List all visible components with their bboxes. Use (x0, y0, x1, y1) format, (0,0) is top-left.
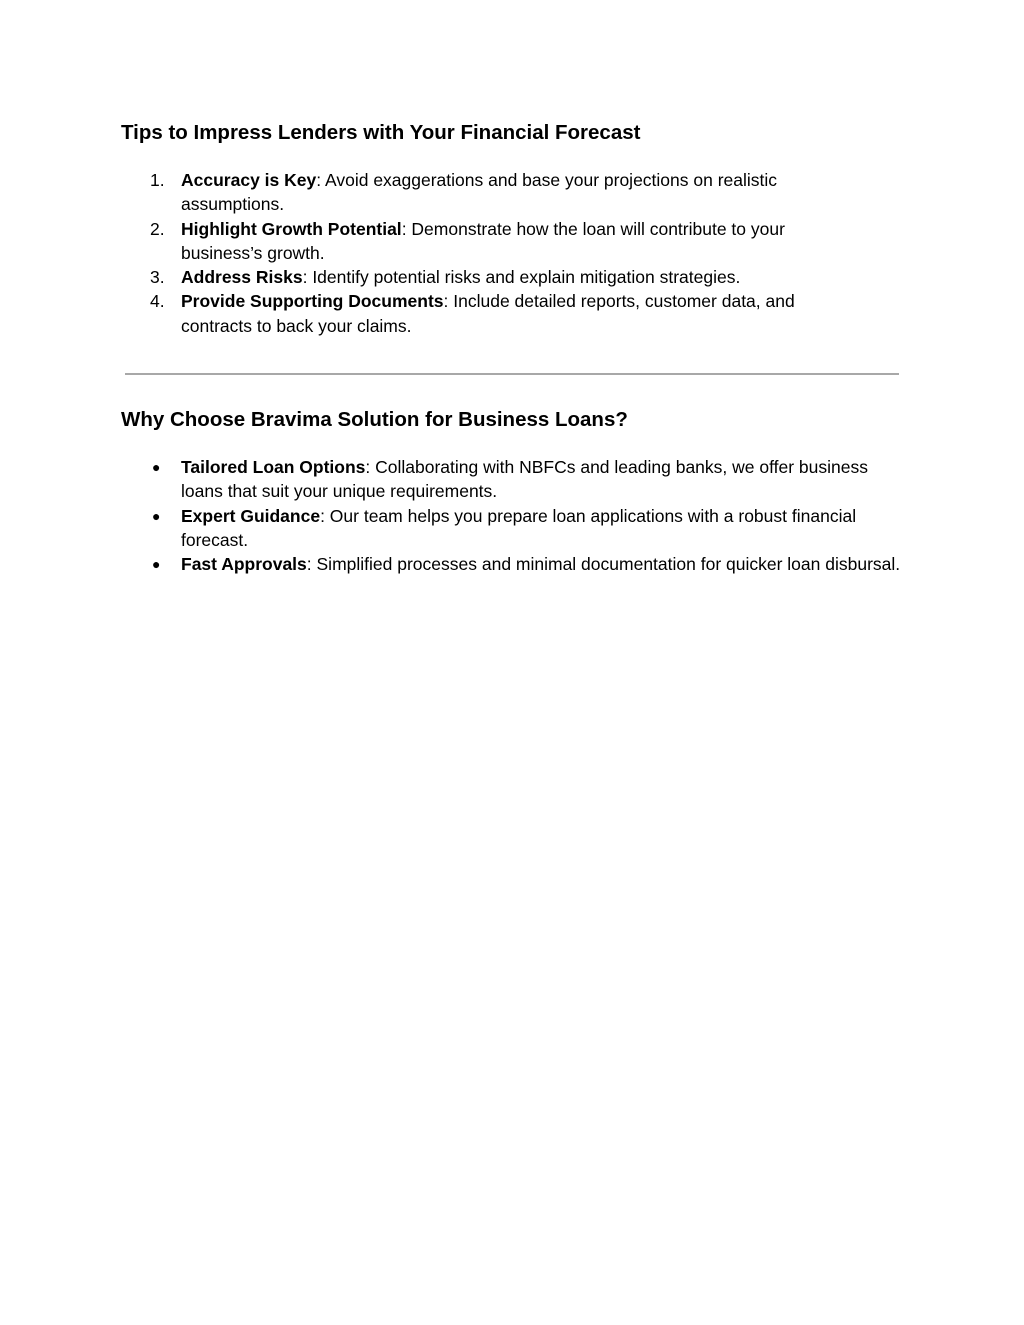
benefits-list (152, 455, 909, 576)
bullet-icon: ● (152, 556, 161, 573)
item-text: : Collaborating with NBFCs and leading banks, we offer business loans that suit your unique requirements. (181, 457, 868, 502)
item-text: : Our team helps you prepare loan applications with a robust financial forecast. (181, 505, 857, 550)
list-item (152, 552, 909, 576)
section-heading-why-choose: Why Choose Bravima Solution for Business Loans? (121, 408, 628, 431)
list-item (150, 265, 861, 289)
item-term: Highlight Growth Potential (181, 218, 402, 239)
item-term: Address Risks (181, 267, 303, 288)
list-item (150, 289, 861, 338)
item-text: : Demonstrate how the loan will contribute to your business’s growth. (181, 218, 785, 263)
bullet-icon: ● (152, 459, 161, 475)
list-item (150, 168, 861, 217)
item-term: Expert Guidance (181, 505, 321, 526)
list-marker: 4. (150, 291, 165, 312)
tips-list (150, 168, 861, 338)
list-item (152, 455, 909, 504)
list-marker: 3. (150, 267, 165, 288)
item-text: : Identify potential risks and explain mitigation strategies. (302, 267, 741, 288)
bullet-icon: ● (152, 507, 161, 524)
list-marker: 2. (150, 218, 165, 239)
item-term: Tailored Loan Options (181, 457, 366, 477)
item-text: : Avoid exaggerations and base your projections on realistic assumptions. (181, 170, 778, 215)
section-divider (125, 373, 899, 375)
item-term: Accuracy is Key (181, 170, 317, 190)
section-heading-tips: Tips to Impress Lenders with Your Financial Forecast (121, 121, 641, 144)
list-item (150, 217, 861, 266)
list-marker: 1. (150, 170, 165, 190)
list-item (152, 504, 909, 553)
item-term: Fast Approvals (181, 554, 307, 575)
item-text: : Include detailed reports, customer data, and contracts to back your claims. (181, 291, 795, 336)
item-term: Provide Supporting Documents (181, 291, 444, 312)
item-text: : Simplified processes and minimal documentation for quicker loan disbursal. (306, 554, 901, 575)
